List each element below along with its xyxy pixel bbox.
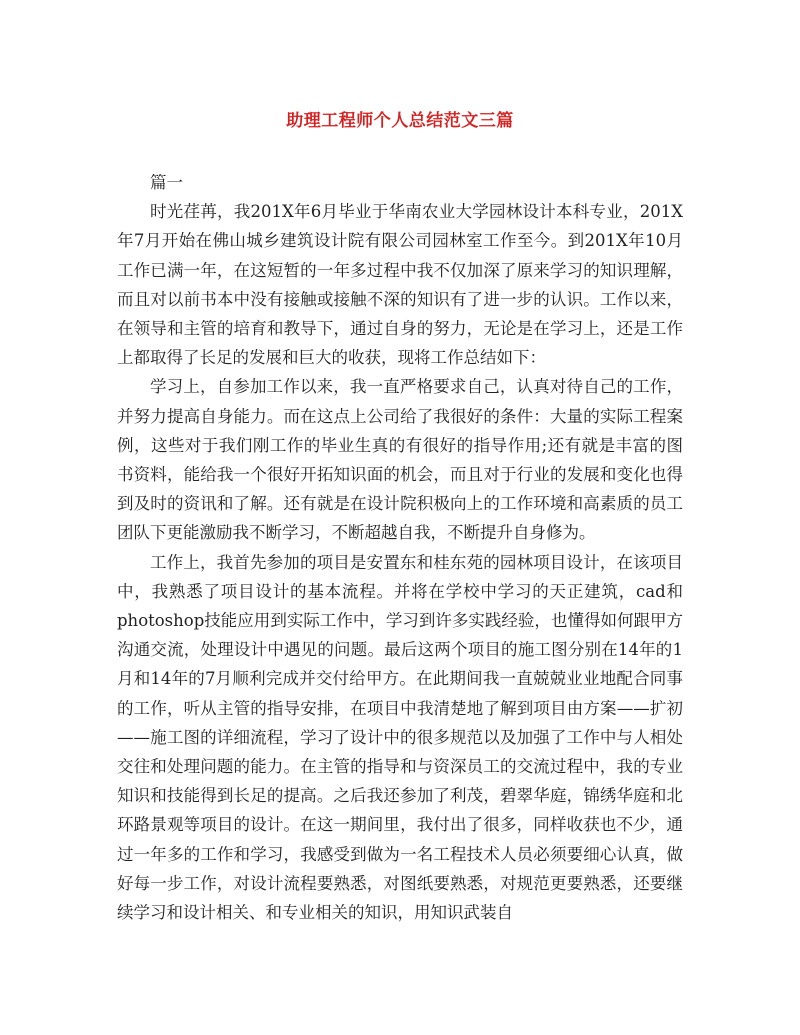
document-body — [117, 168, 683, 927]
paragraph-work: 工作上，我首先参加的项目是安置东和桂东苑的园林项目设计，在该项目中，我熟悉了项目设计的基本流程。并将在学校中学习的天正建筑，cad和photoshop技能应用到实际工作中，学习到许多实践经验，也懂得如何跟甲方沟通交流，处理设计中遇见的问题。最后这两个项目的施工图分别在14年的1月和14年的7月顺利完成并交付给甲方。在此期间我一直兢兢业业地配合同事的工作，听从主管的指导安排，在项目中我清楚地了解到项目由方案——扩初——施工图的详细流程，学习了设计中的很多规范以及加强了工作中与人相处交往和处理问题的能力。在主管的指导和与资深员工的交流过程中，我的专业知识和技能得到长足的提高。之后我还参加了利茂，碧翠华庭，锦绣华庭和北环路景观等项目的设计。在这一期间里，我付出了很多，同样收获也不少，通过一年多的工作和学习，我感受到做为一名工程技术人员必须要细心认真，做好每一步工作，对设计流程要熟悉，对图纸要熟悉，对规范更要熟悉，还要继续学习和设计相关、和专业相关的知识，用知识武装自 — [117, 552, 683, 923]
paragraph-study: 学习上，自参加工作以来，我一直严格要求自己，认真对待自己的工作，并努力提高自身能力。而在这点上公司给了我很好的条件：大量的实际工程案例，这些对于我们刚工作的毕业生真的有很好的指导作用;还有就是丰富的图书资料，能给我一个很好开拓知识面的机会，而且对于行业的发展和变化也得到及时的资讯和了解。还有就是在设计院积极向上的工作环境和高素质的员工团队下更能激励我不断学习，不断超越自我，不断提升自身修为。 — [117, 377, 683, 543]
section-heading: 篇一 — [150, 173, 183, 192]
document-title: 助理工程师个人总结范文三篇 — [286, 111, 514, 131]
paragraph-intro: 时光荏苒，我201X年6月毕业于华南农业大学园林设计本科专业，201X年7月开始在佛山城乡建筑设计院有限公司园林室工作至今。到201X年10月工作已满一年，在这短暂的一年多过程中我不仅加深了原来学习的知识理解，而且对以前书本中没有接触或接触不深的知识有了进一步的认识。工作以来，在领导和主管的培育和教导下，通过自身的努力，无论是在学习上，还是工作上都取得了长足的发展和巨大的收获，现将工作总结如下： — [117, 202, 683, 368]
